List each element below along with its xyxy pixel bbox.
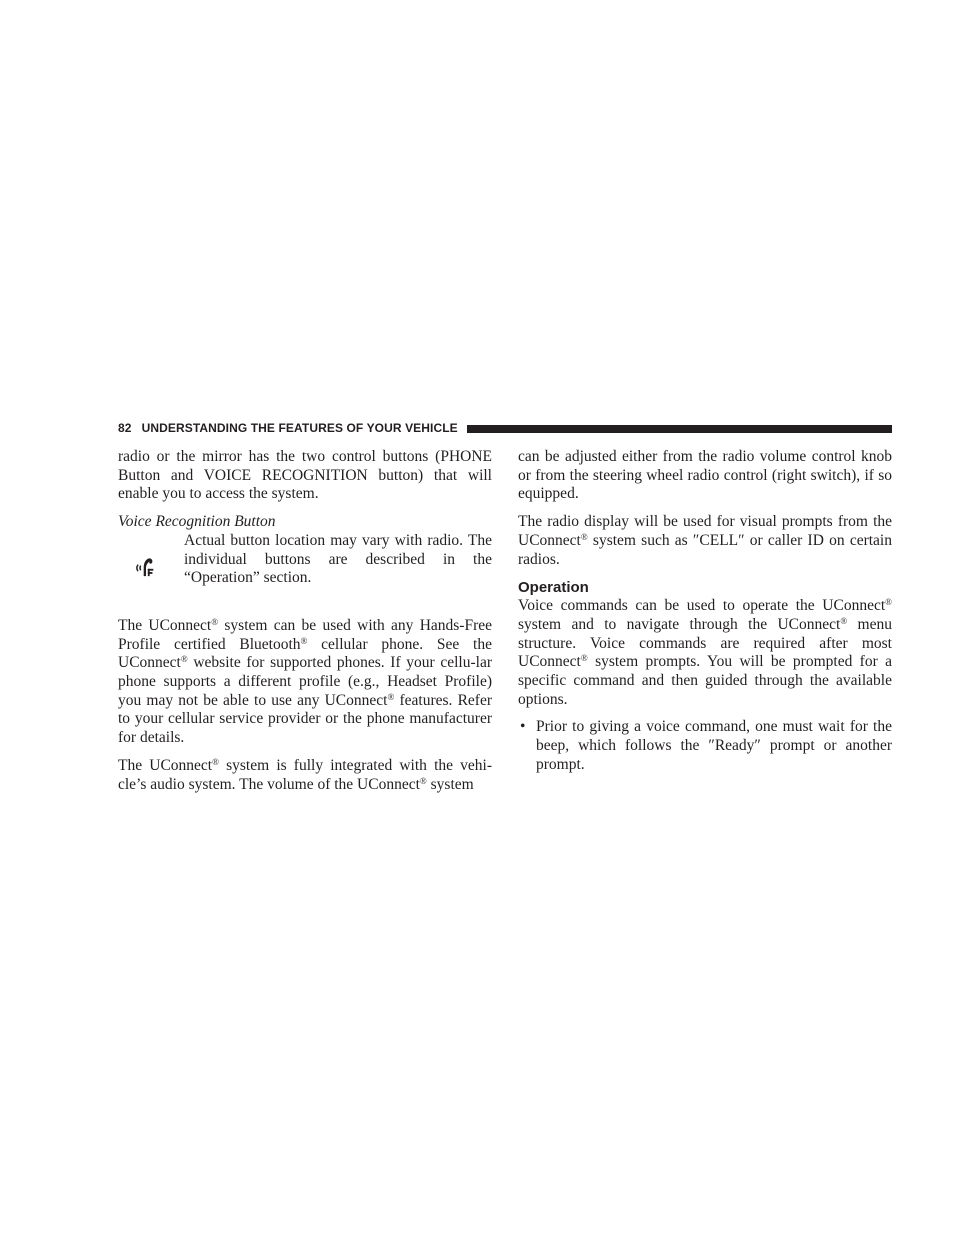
left-paragraph-2: The UConnect® system can be used with any Hands-Free Profile certified Bluetooth® cellular phone. See the UConnect® website for supported phones. If your cellu-lar phone supports a different profile (e.g., Headset Profile) you may not be able to use any UConnect® features. Refer to your cellular service provider or the phone manufacturer for details. (118, 616, 492, 747)
page-number: 82 (118, 421, 132, 435)
voice-recognition-block (118, 532, 492, 588)
operation-heading: Operation (518, 579, 589, 597)
bullet-icon: • (520, 718, 526, 736)
left-paragraph-3: The UConnect® system is fully integrated with the vehi-cle’s audio system. The volume of the UConnect® system (118, 756, 492, 793)
list-item: • Prior to giving a voice command, one must wait for the beep, which follows the ″Ready″ prompt or another prompt. (520, 718, 892, 773)
right-column (518, 448, 892, 775)
page-header (118, 419, 892, 437)
spacer (118, 597, 492, 617)
header-rule (467, 425, 892, 433)
voice-recognition-description: Actual button location may vary with radio. The individual buttons are described in the “Operation” section. (184, 531, 492, 587)
right-paragraph-3: Voice commands can be used to operate the UConnect® system and to navigate through the UConnect® menu structure. Voice commands are required after most UConnect® system prompts. You will be prompted for a specific command and then guided through the available options. (518, 597, 892, 708)
voice-recognition-heading: Voice Recognition Button (118, 513, 276, 531)
right-paragraph-1: can be adjusted either from the radio volume control knob or from the steering wheel radio control (right switch), if so equipped. (518, 448, 892, 503)
voice-recognition-icon (118, 532, 184, 588)
right-paragraph-2: The radio display will be used for visual prompts from the UConnect® system such as ″CELL″ or caller ID on certain radios. (518, 513, 892, 568)
left-paragraph-1: radio or the mirror has the two control buttons (PHONE Button and VOICE RECOGNITION button) that will enable you to access the system. (118, 448, 492, 503)
header-text (118, 421, 458, 435)
left-column (118, 448, 492, 803)
chapter-title: UNDERSTANDING THE FEATURES OF YOUR VEHICLE (141, 421, 458, 435)
operation-bullet-list (518, 718, 892, 774)
